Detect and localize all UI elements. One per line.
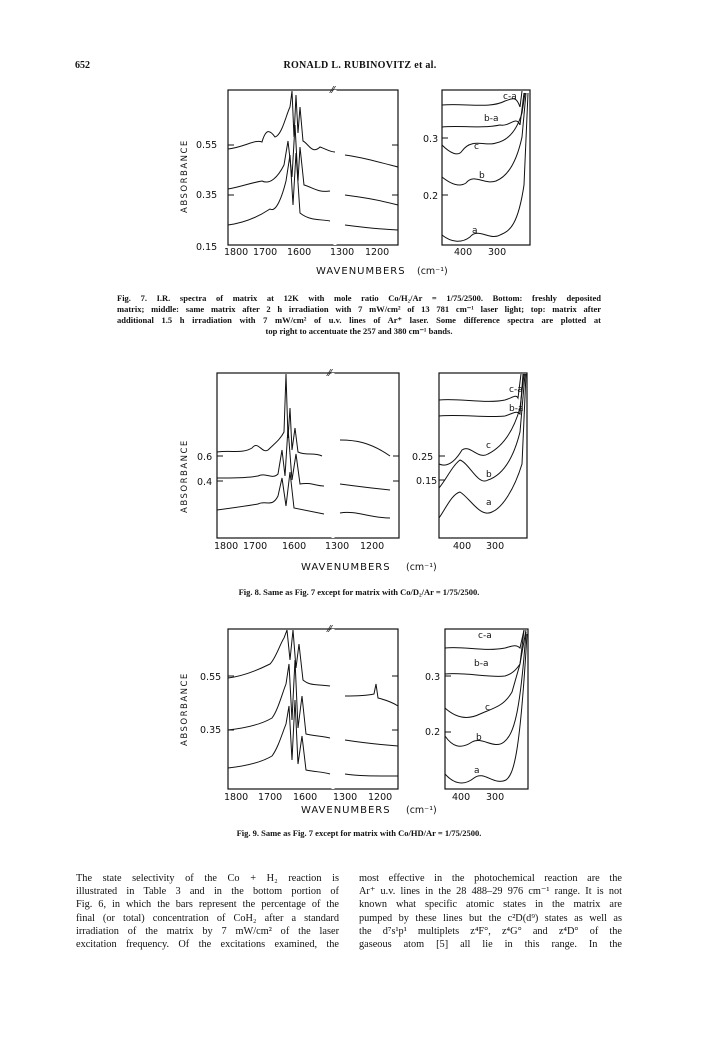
svg-text:⁄⁄: ⁄⁄ xyxy=(331,85,335,96)
fig7-x-tick: 1800 xyxy=(224,247,249,258)
page-number: 652 xyxy=(75,60,90,71)
fig8-x-tick: 1800 xyxy=(214,541,239,552)
fig8-y-tick: 0.6 xyxy=(197,452,213,463)
fig8-y-tick: 0.25 xyxy=(412,452,434,463)
fig8-x-axis-label: WAVENUMBERS xyxy=(301,562,391,573)
fig8-y-tick: 0.15 xyxy=(416,476,438,487)
body-line: most effective in the photochemical reaction are the xyxy=(359,873,622,884)
fig9-x-tick: 400 xyxy=(452,792,471,803)
running-title: RONALD L. RUBINOVITZ et al. xyxy=(283,60,437,71)
fig7-x-tick: 400 xyxy=(454,247,473,258)
fig7-left-panel xyxy=(228,85,398,245)
fig7-y-tick: 0.35 xyxy=(196,190,218,201)
body-line: final (or total) concentration of CoH₂ after a standard xyxy=(76,912,339,924)
fig8-x-axis-unit: (cm⁻¹) xyxy=(406,562,437,573)
body-line: pumped by these lines but the c²D(d⁹) states as well as xyxy=(359,912,622,924)
fig7-y-tick: 0.15 xyxy=(196,242,218,253)
fig9-x-tick: 1800 xyxy=(224,792,249,803)
fig7-x-tick: 1200 xyxy=(365,247,390,258)
fig9-y-axis-label: ABSORBANCE xyxy=(180,672,190,746)
fig7-trace-label: c xyxy=(474,142,479,152)
fig9-x-tick: 300 xyxy=(486,792,505,803)
fig7-trace-label: b-a xyxy=(484,114,499,124)
fig8-x-tick: 400 xyxy=(453,541,472,552)
fig9-y-tick: 0.2 xyxy=(425,727,441,738)
fig9-x-tick: 1300 xyxy=(333,792,358,803)
fig7-y-tick: 0.2 xyxy=(423,191,439,202)
body-line: Fig. 6, in which the bars represent the percentage of the xyxy=(76,899,339,911)
fig7-x-tick: 1300 xyxy=(330,247,355,258)
fig8-trace-label: b xyxy=(486,470,492,480)
body-line: known what specific atomic states in the matrix are xyxy=(359,899,622,911)
fig9-trace-label: c-a xyxy=(478,631,492,641)
fig7-trace-label: a xyxy=(472,226,478,236)
body-line: illustrated in Table 3 and in the bottom portion of xyxy=(76,886,339,898)
fig9-y-tick: 0.35 xyxy=(200,725,222,736)
body-line: excitation frequency. Of the excitations examined, the xyxy=(76,939,339,951)
fig7-x-tick: 1600 xyxy=(287,247,312,258)
fig7-x-axis-label: WAVENUMBERS xyxy=(316,266,406,277)
figure-9 xyxy=(0,624,720,824)
fig9-x-tick: 1600 xyxy=(293,792,318,803)
fig8-y-tick: 0.4 xyxy=(197,477,213,488)
fig7-y-tick: 0.55 xyxy=(196,140,218,151)
body-line: Ar⁺ u.v. lines in the 28 488–29 976 cm⁻¹ range. It is not xyxy=(359,886,622,898)
fig9-trace-label: b-a xyxy=(474,659,489,669)
body-line: The state selectivity of the Co + H₂ reaction is xyxy=(76,873,339,884)
body-line: gaseous atom [5] all lie in this range. In the xyxy=(359,939,622,951)
figure-7 xyxy=(0,85,720,285)
fig8-trace-label: a xyxy=(486,498,492,508)
fig9-x-tick: 1200 xyxy=(368,792,393,803)
fig9-x-tick: 1700 xyxy=(258,792,283,803)
svg-text:⁄⁄: ⁄⁄ xyxy=(328,368,332,379)
fig8-trace-label: c-a xyxy=(509,385,523,395)
fig9-caption: Fig. 9. Same as Fig. 7 except for matrix with Co/HD/Ar = 1/75/2500. xyxy=(236,828,482,838)
fig9-y-tick: 0.3 xyxy=(425,672,441,683)
fig9-x-axis-label: WAVENUMBERS xyxy=(301,805,391,816)
fig7-x-tick: 300 xyxy=(488,247,507,258)
fig8-x-tick: 1700 xyxy=(243,541,268,552)
fig9-x-axis-unit: (cm⁻¹) xyxy=(406,805,437,816)
body-text-right-column xyxy=(359,872,622,951)
fig7-trace-label: b xyxy=(479,171,485,181)
fig7-x-tick: 1700 xyxy=(253,247,278,258)
fig7-trace-label: c-a xyxy=(503,92,517,102)
svg-text:⁄⁄: ⁄⁄ xyxy=(328,624,332,635)
fig8-y-axis-label: ABSORBANCE xyxy=(180,439,190,513)
fig9-trace-label: b xyxy=(476,733,482,743)
fig8-x-tick: 1200 xyxy=(360,541,385,552)
fig9-trace-label: c xyxy=(485,703,490,713)
fig8-trace-label: c xyxy=(486,441,491,451)
fig8-x-tick: 300 xyxy=(486,541,505,552)
fig8-trace-label: b-a xyxy=(509,404,524,414)
fig9-trace-label: a xyxy=(474,766,480,776)
fig7-y-tick: 0.3 xyxy=(423,134,439,145)
fig7-x-axis-unit: (cm⁻¹) xyxy=(417,266,448,277)
fig7-y-axis-label: ABSORBANCE xyxy=(180,139,190,213)
figure-8 xyxy=(0,368,720,578)
body-text-left-column xyxy=(76,872,339,951)
body-line: irradiation of the matrix by 7 mW/cm² of the laser xyxy=(76,925,339,937)
fig8-x-tick: 1600 xyxy=(282,541,307,552)
fig9-y-tick: 0.55 xyxy=(200,672,222,683)
fig8-caption: Fig. 8. Same as Fig. 7 except for matrix with Co/D₂/Ar = 1/75/2500. xyxy=(238,587,480,597)
fig8-x-tick: 1300 xyxy=(325,541,350,552)
body-line: the d⁷s¹p¹ multiplets z⁴F°, z⁴G° and z⁴D° of the xyxy=(359,925,622,937)
fig7-caption: Fig. 7. I.R. spectra of matrix at 12K with mole ratio Co/H₂/Ar = 1/75/2500. Bottom: freshly deposited matrix; middle: same matrix after 2 h irradiation with 7 mW/cm² of 13 781 cm⁻¹ laser light; top: matrix after additional 1.5 h irradiation with 7 mW/cm² of u.v. lines of Ar⁺ laser. Some difference spectra are plotted at top right to accentuate the 257 and 380 cm⁻¹ bands. xyxy=(117,293,601,336)
